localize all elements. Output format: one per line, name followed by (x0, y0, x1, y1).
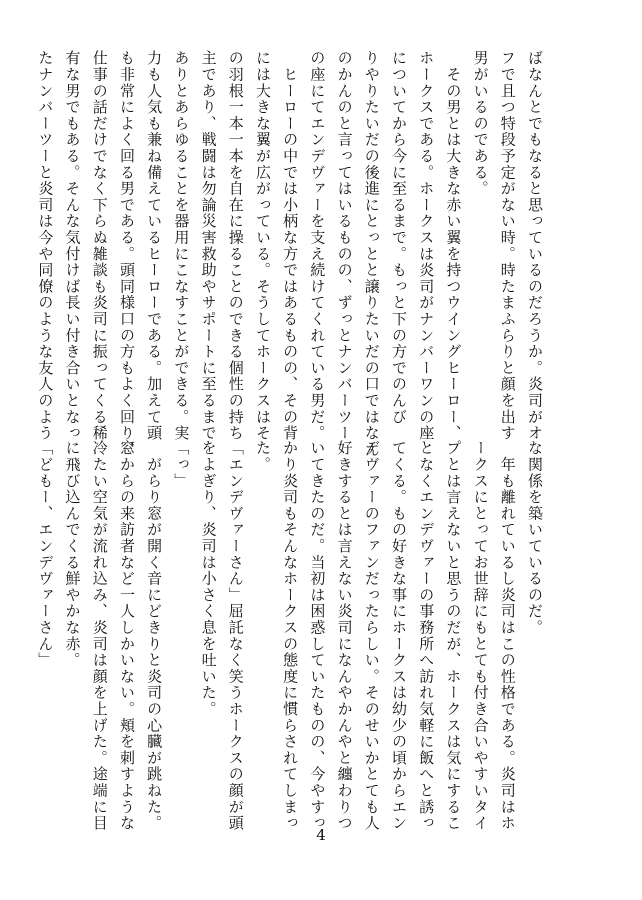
text-line: フで且つ特段予定がない時。時たまふらりと顔を出す (498, 50, 517, 442)
text-line: プとは言えないと思うのだが、ホークスは気にするこ (444, 440, 463, 832)
text-line: ありとあらゆることを器用にこなすことができる。実 (172, 50, 191, 442)
text-line: 有な男でもある。そんな気付けば長い付き合いとなっ (63, 50, 82, 442)
text-line: のかんのと言ってはいるものの、ずっとナンバーツー (335, 50, 354, 442)
text-line: ークスにとってお世辞にもとても付き合いやすいタイ (471, 440, 490, 832)
page-number: 4 (316, 826, 326, 844)
text-block-top (36, 50, 548, 458)
text-line: ばなんとでもなると思っているのだろうか。炎司がオ (526, 50, 544, 442)
text-line: についてから今に至るまで。もっと下の方でのんび (389, 50, 408, 425)
text-line: 「っ」 (172, 440, 191, 489)
text-line: いてきたのだ。当初は困惑していたものの、今やすっ (308, 440, 327, 832)
text-line: りやりたいだの後進にとっとと譲りたいだの口ではなん (362, 50, 381, 458)
text-line: に飛び込んでくる鮮やかな赤。 (63, 440, 82, 669)
text-line: には大きな翼が広がっている。そうしてホークスはそ (253, 50, 272, 442)
text-line: 冷たい空気が流れ込み、炎司は顔を上げた。途端に目 (90, 440, 109, 832)
text-line: の羽根一本一本を自在に操ることのできる個性の持ち (226, 50, 245, 442)
text-line: 主であり、戦闘は勿論災害救助やサポートに至るまで (199, 50, 218, 442)
text-line: た。 (253, 440, 272, 473)
text-line: てくる。もの好きな事にホークスは幼少の頃からエン (389, 440, 408, 832)
text-line: かり炎司もそんなホークスの態度に慣らされてしまっ (281, 440, 300, 832)
text-line: 好きするとは言えない炎司になんやかんやと纏わりつ (335, 440, 354, 832)
text-block-bottom (36, 440, 548, 832)
text-line: となくエンデヴァーの事務所へ訪れ気軽に飯へと誘っ (417, 440, 436, 832)
text-line: その男とは大きな赤い翼を持つウイングヒーロー、 (444, 50, 463, 442)
text-line: 仕事の話だけでなく下らぬ雑談も炎司に振ってくる稀 (90, 50, 109, 442)
text-line: の座にてエンデヴァーを支え続けてくれている男だ。 (308, 50, 327, 442)
text-line: 力も人気も兼ね備えているヒーローである。加えて頭 (145, 50, 164, 442)
text-line: 年も離れているし炎司はこの性格である。炎司はホ (498, 440, 517, 832)
text-line: 「エンデヴァーさん」屈託なく笑うホークスの顔が頭 (226, 440, 245, 832)
text-line: をよぎり、炎司は小さく息を吐いた。 (199, 440, 218, 718)
text-line: ホークスである。ホークスは炎司がナンバーワンの座 (417, 50, 436, 442)
text-line: も非常によく回る男である。頭同様口の方もよく回り、 (117, 50, 136, 458)
text-line: たナンバーツーと炎司は今や同僚のような友人のよう (36, 50, 55, 442)
text-line: がらり窓が開く音にどきりと炎司の心臓が跳ねた。 (145, 440, 164, 832)
text-line: な関係を築いているのだ。 (526, 440, 544, 636)
text-line: 「どもー、エンデヴァーさん」 (36, 440, 55, 669)
text-line: デヴァーのファンだったらしい。そのせいかとても人 (362, 440, 381, 832)
text-line: ヒーローの中では小柄な方ではあるものの、その背 (281, 50, 300, 442)
text-line: 窓からの来訪者など一人しかいない。頬を刺すような (117, 440, 136, 832)
text-line: 男がいるのである。 (471, 50, 490, 197)
